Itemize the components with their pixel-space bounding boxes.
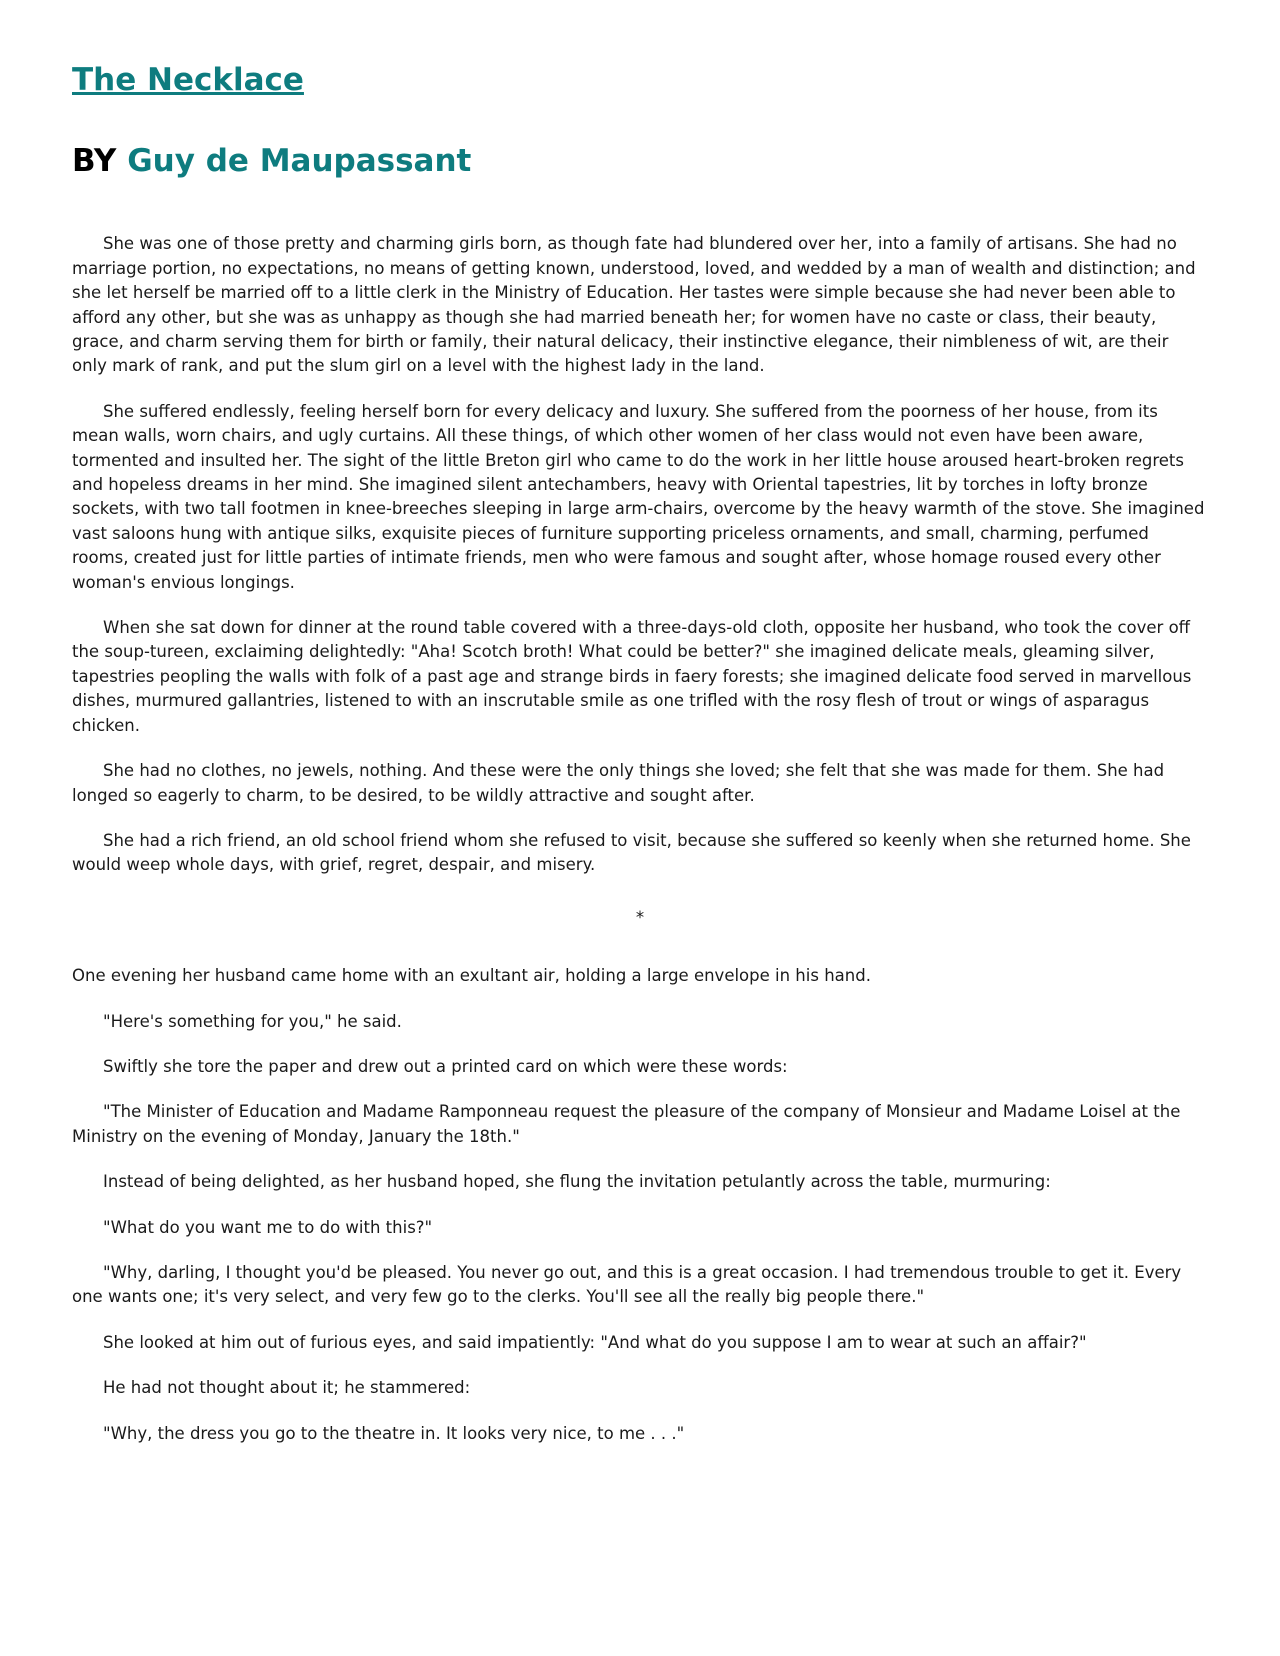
story-paragraph: "What do you want me to do with this?" <box>103 1217 433 1237</box>
story-paragraph: "The Minister of Education and Madame Ramponneau request the pleasure of the company of Monsieur and Madame Loisel at the Ministry on the evening of Monday, January the 18th." <box>72 1102 1181 1146</box>
story-paragraph: Swiftly she tore the paper and drew out a printed card on which were these words: <box>103 1056 788 1076</box>
story-paragraph: She looked at him out of furious eyes, and said impatiently: "And what do you suppose I am to wear at such an affair?" <box>103 1332 1087 1352</box>
story-paragraph: She had a rich friend, an old school friend whom she refused to visit, because she suffered so keenly when she returned home. She would weep whole days, with grief, regret, despair, and misery. <box>72 830 1191 875</box>
story-paragraph: "Why, darling, I thought you'd be pleased. You never go out, and this is a great occasion. I had tremendous trouble to get it. Every one wants one; it's very select, and very few go to the clerks. You'll see all the really big people there." <box>72 1262 1182 1307</box>
story-paragraph: She suffered endlessly, feeling herself born for every delicacy and luxury. She suffered from the poorness of her house, from its mean walls, worn chairs, and ugly curtains. All these things, of which other women of her class would not even have been aware, tormented and insulted her. The sight of the little Breton girl who came to do the work in her little house aroused heart-broken regrets and hopeless dreams in her mind. She imagined silent antechambers, heavy with Oriental tapestries, lit by torches in lofty bronze sockets, with two tall footmen in knee-breeches sleeping in large arm-chairs, overcome by the heavy warmth of the stove. She imagined vast saloons hung with antique silks, exquisite pieces of furniture supporting priceless ornaments, and small, charming, perfumed rooms, created just for little parties of intimate friends, men who were famous and sought after, whose homage roused every other woman's envious longings. <box>72 401 1205 592</box>
story-title-link[interactable]: The Necklace <box>72 62 304 98</box>
story-paragraph: She was one of those pretty and charming girls born, as though fate had blundered over her, into a family of artisans. She had no marriage portion, no expectations, no means of getting known, understood, loved, and wedded by a man of wealth and distinction; and she let herself be married off to a little clerk in the Ministry of Education. Her tastes were simple because she had never been able to afford any other, but she was as unhappy as though she had married beneath her; for women have no caste or class, their beauty, grace, and charm serving them for birth or family, their natural delicacy, their instinctive elegance, their nimbleness of wit, are their only mark of rank, and put the slum girl on a level with the highest lady in the land. <box>72 234 1196 376</box>
byline <box>72 143 1208 180</box>
section-separator: * <box>635 907 645 927</box>
story-paragraph: Instead of being delighted, as her husband hoped, she flung the invitation petulantly across the table, murmuring: <box>103 1172 1051 1192</box>
story-body <box>72 232 1208 1446</box>
story-paragraph: He had not thought about it; he stammered: <box>103 1378 471 1398</box>
byline-prefix: BY <box>72 143 128 180</box>
story-paragraph: One evening her husband came home with an exultant air, holding a large envelope in his hand. <box>72 966 871 986</box>
page-title <box>72 62 1208 99</box>
story-paragraph: When she sat down for dinner at the round table covered with a three-days-old cloth, opposite her husband, who took the cover off the soup-tureen, exclaiming delightedly: "Aha! Scotch broth! What could be better?" she imagined delicate meals, gleaming silver, tapestries peopling the walls with folk of a past age and strange birds in faery forests; she imagined delicate food served in marvellous dishes, murmured gallantries, listened to with an inscrutable smile as one trifled with the rosy flesh of trout or wings of asparagus chicken. <box>72 618 1192 735</box>
story-paragraph: "Why, the dress you go to the theatre in. It looks very nice, to me . . ." <box>103 1423 685 1443</box>
author-name: Guy de Maupassant <box>127 143 472 180</box>
story-paragraph: "Here's something for you," he said. <box>103 1011 402 1031</box>
story-paragraph: She had no clothes, no jewels, nothing. And these were the only things she loved; she felt that she was made for them. She had longed so eagerly to charm, to be desired, to be wildly attractive and sought after. <box>72 761 1165 805</box>
